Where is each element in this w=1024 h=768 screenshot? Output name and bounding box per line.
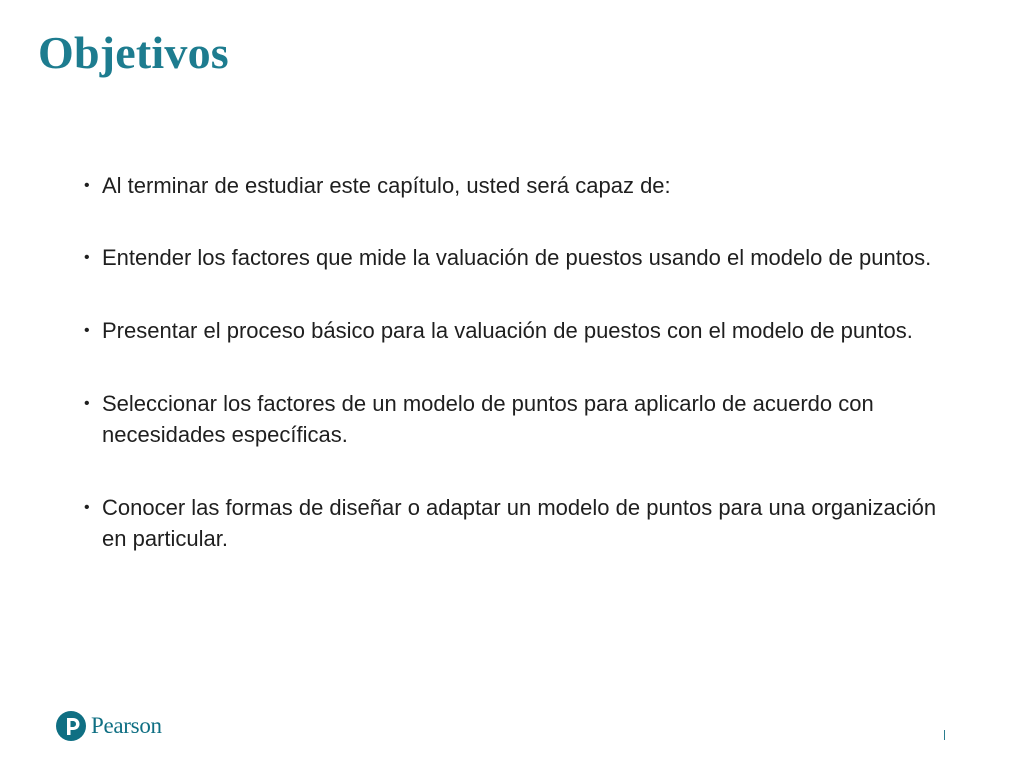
bullet-text: Al terminar de estudiar este capítulo, usted será capaz de: <box>102 173 671 198</box>
objectives-list <box>84 170 964 596</box>
list-item <box>84 388 964 450</box>
bullet-text: Seleccionar los factores de un modelo de puntos para aplicarlo de acuerdo con necesidades específicas. <box>102 391 874 447</box>
bullet-text: Conocer las formas de diseñar o adaptar un modelo de puntos para una organización en particular. <box>102 495 937 551</box>
slide-title: Objetivos <box>38 27 229 78</box>
bullet-text: Presentar el proceso básico para la valuación de puestos con el modelo de puntos. <box>102 318 913 343</box>
logo-wordmark: Pearson <box>91 713 162 738</box>
bullet-icon: • <box>84 499 90 516</box>
bullet-text: Entender los factores que mide la valuación de puestos usando el modelo de puntos. <box>102 245 932 270</box>
bullet-icon: • <box>84 395 90 412</box>
page-marker <box>944 730 945 740</box>
bullet-icon: • <box>84 322 90 339</box>
list-item <box>84 170 964 201</box>
list-item <box>84 315 964 346</box>
pearson-p-logo-icon <box>56 711 86 741</box>
bullet-icon: • <box>84 177 90 194</box>
pearson-logo <box>56 711 162 741</box>
list-item <box>84 242 964 273</box>
bullet-icon: • <box>84 249 90 266</box>
list-item <box>84 492 964 554</box>
